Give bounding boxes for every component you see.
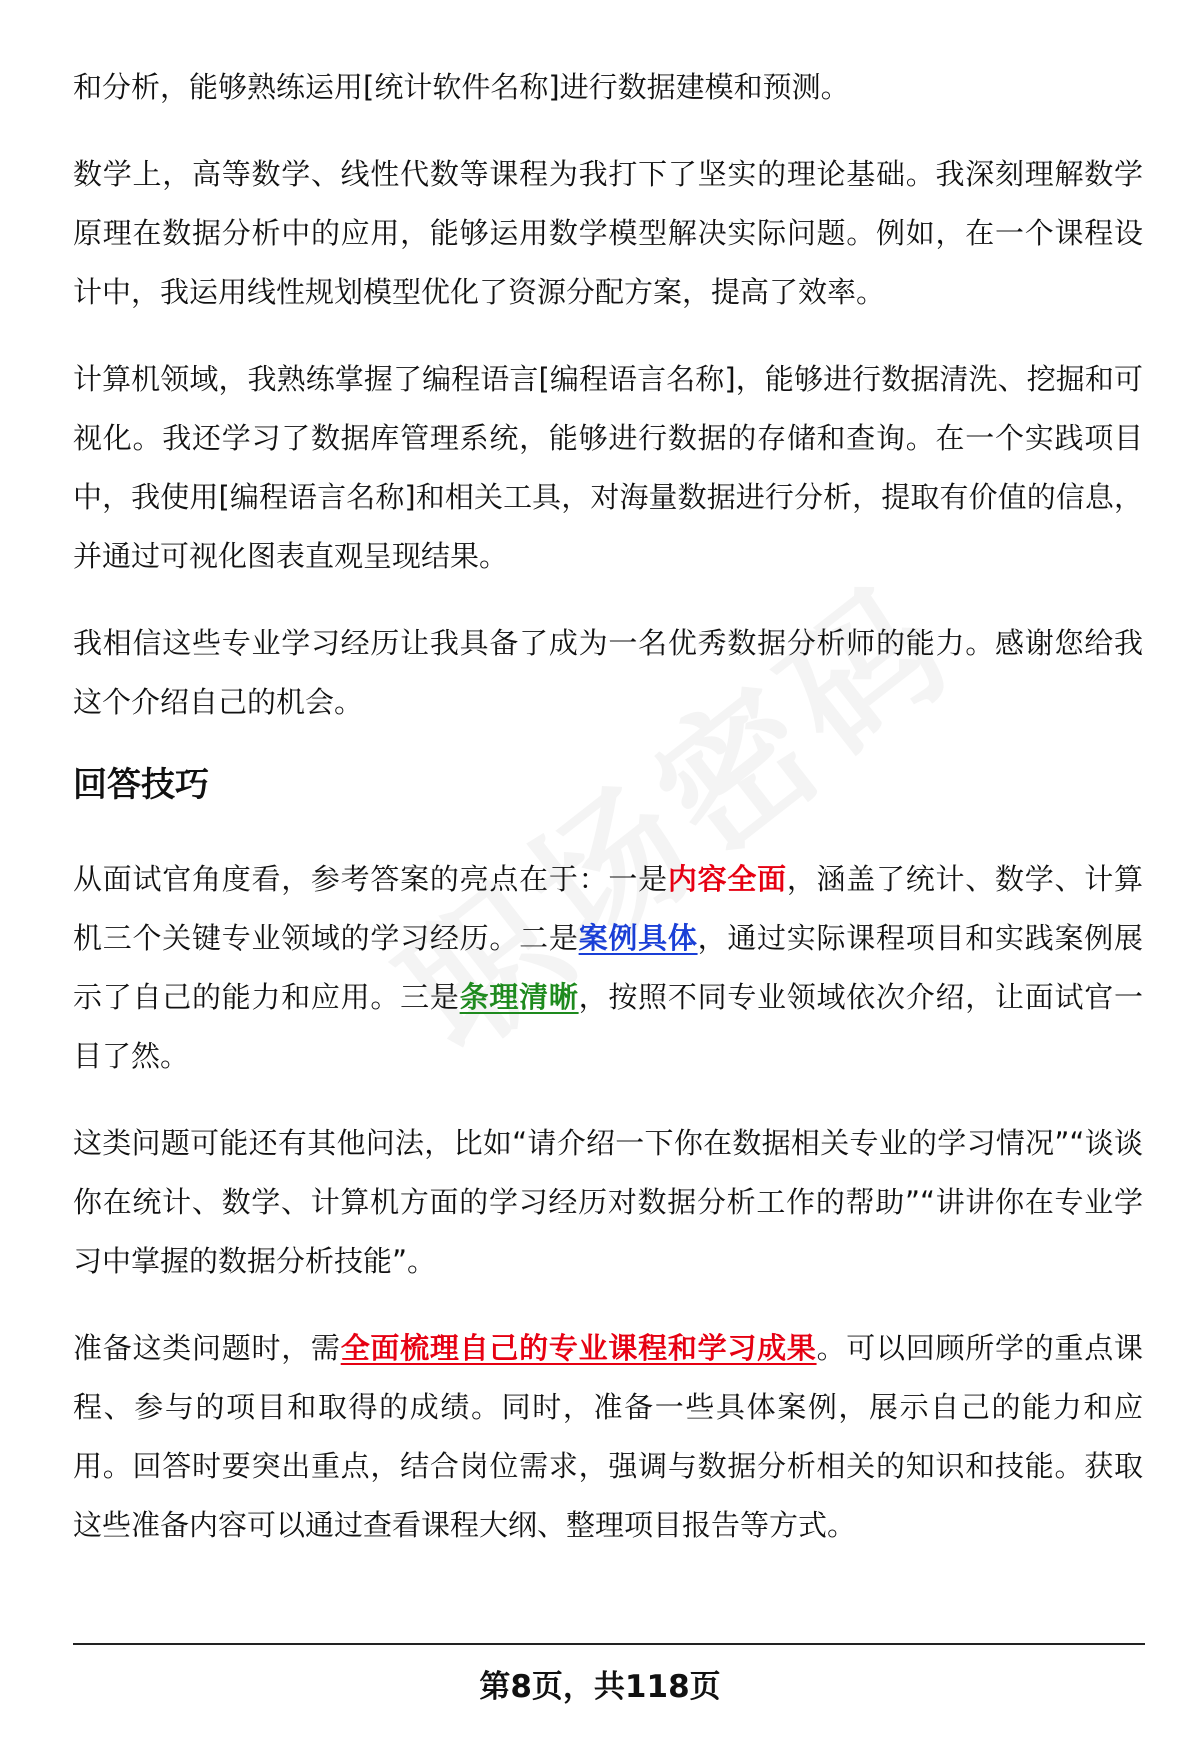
highlight-comprehensive: 内容全面 [667, 862, 787, 896]
footer-divider [73, 1643, 1145, 1645]
paragraph-interviewer-view [73, 850, 1143, 1086]
highlight-review-courses: 全面梳理自己的专业课程和学习成果 [340, 1331, 817, 1365]
page-content [73, 58, 1143, 1583]
paragraph-computer-science: 计算机领域，我熟练掌握了编程语言[编程语言名称]，能够进行数据清洗、挖掘和可视化。我还学习了数据库管理系统，能够进行数据的存储和查询。在一个实践项目中，我使用[编程语言名称]和相关工具，对海量数据进行分析，提取有价值的信息，并通过可视化图表直观呈现结果。 [73, 362, 1143, 573]
text-segment: 准备这类问题时，需 [73, 1331, 341, 1365]
text-segment: ，涵盖了统计、数学、计算机三个关键专业领域的学习经历。二是 [73, 862, 1143, 955]
paragraph-preparation [73, 1319, 1143, 1555]
section-heading: 回答技巧 [73, 765, 209, 805]
paragraph-statistics-end: 和分析，能够熟练运用[统计软件名称]进行数据建模和预测。 [73, 70, 850, 104]
highlight-specific-cases: 案例具体 [578, 921, 698, 955]
text-segment: 从面试官角度看，参考答案的亮点在于：一是 [73, 862, 668, 896]
paragraph-closing: 我相信这些专业学习经历让我具备了成为一名优秀数据分析师的能力。感谢您给我这个介绍自己的机会。 [73, 626, 1143, 719]
paragraph-mathematics: 数学上，高等数学、线性代数等课程为我打下了坚实的理论基础。我深刻理解数学原理在数据分析中的应用，能够运用数学模型解决实际问题。例如，在一个课程设计中，我运用线性规划模型优化了资源分配方案，提高了效率。 [73, 157, 1143, 309]
text-segment: ，通过实际课程项目和实践案例展示了自己的能力和应用。三是 [73, 921, 1143, 1014]
text-segment: ，按照不同专业领域依次介绍，让面试官一目了然。 [73, 980, 1143, 1073]
paragraph-alternative-questions: 这类问题可能还有其他问法，比如“请介绍一下你在数据相关专业的学习情况”“谈谈你在统计、数学、计算机方面的学习经历对数据分析工作的帮助”“讲讲你在专业学习中掌握的数据分析技能”。 [73, 1126, 1143, 1278]
highlight-clear-structure: 条理清晰 [459, 980, 579, 1014]
text-segment: 。可以回顾所学的重点课程、参与的项目和取得的成绩。同时，准备一些具体案例，展示自己的能力和应用。回答时要突出重点，结合岗位需求，强调与数据分析相关的知识和技能。获取这些准备内容可以通过查看课程大纲、整理项目报告等方式。 [73, 1331, 1143, 1542]
page-number: 第8页，共118页 [479, 1669, 721, 1705]
